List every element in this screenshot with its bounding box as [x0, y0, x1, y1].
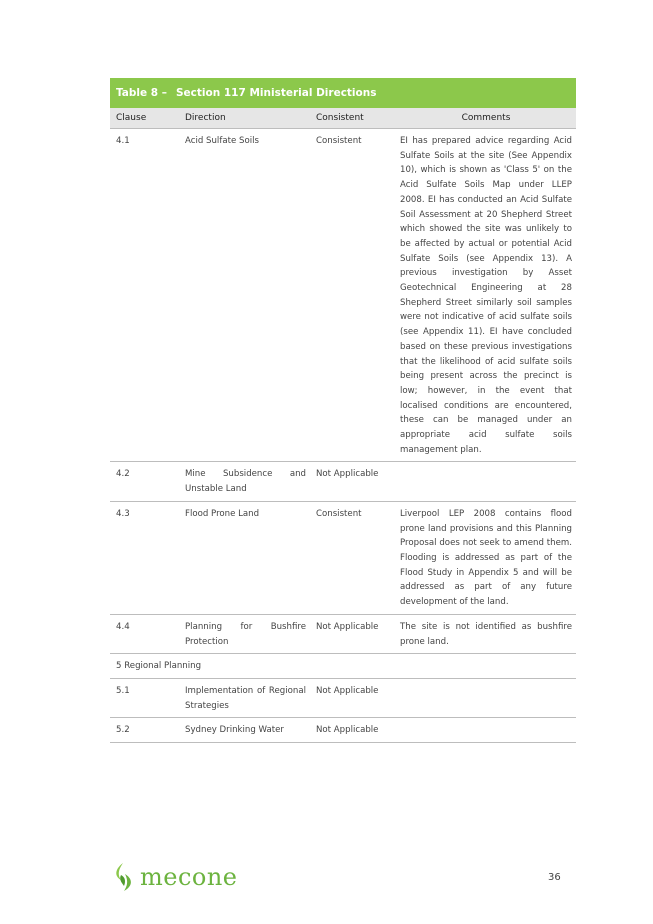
- consistent-cell: Not Applicable: [316, 725, 379, 736]
- table-row: [110, 502, 576, 615]
- comments-cell: [394, 467, 576, 496]
- table-row: [110, 462, 576, 501]
- table-row: [110, 679, 576, 718]
- direction-cell: Sydney Drinking Water: [185, 725, 284, 736]
- clause-cell: 4.1: [116, 136, 130, 146]
- consistent-cell: Not Applicable: [316, 469, 379, 480]
- comments-cell: [394, 723, 576, 738]
- table-row: [110, 129, 576, 462]
- table-header-row: [110, 108, 576, 129]
- consistent-cell: Consistent: [316, 508, 362, 519]
- mecone-logo: [112, 862, 238, 892]
- column-header-direction: Direction: [185, 113, 226, 123]
- clause-cell: 5.1: [116, 685, 130, 696]
- comments-cell: EI has prepared advice regarding Acid Sulfate Soils at the site (See Appendix 10), which is shown as 'Class 5' on the Acid Sulfate Soils Map under LLEP 2008. EI has conducted an Acid Sulfate Soil Assessment at 20 Shepherd Street which showed the site was unlikely to be affected by actual or potential Acid Sulfate Soils (see Appendix 13). A previous investigation by Asset Geotechnical Engineering at 28 Shepherd Street similarly soil samples were not indicative of acid sulfate soils (see Appendix 11). EI have concluded based on these previous investigations that the likelihood of acid sulfate soils being present across the precinct is low; however, in the event that localised conditions are encountered, these can be managed under an appropriate acid sulfate soils management plan.: [400, 136, 572, 455]
- table-number: Table 8 –: [116, 87, 167, 99]
- column-header-comments: Comments: [461, 113, 511, 123]
- table-title-bar: [110, 78, 576, 108]
- clause-cell: 4.3: [116, 508, 130, 519]
- section-heading-row: 5 Regional Planning: [110, 654, 576, 679]
- comments-cell: [394, 684, 576, 713]
- column-header-consistent: Consistent: [316, 113, 364, 123]
- ministerial-directions-table: [110, 78, 576, 743]
- column-header-clause: Clause: [116, 113, 147, 123]
- comments-cell: Liverpool LEP 2008 contains flood prone land provisions and this Planning Proposal does not seek to amend them. Flooding is addressed as part of the Flood Study in Appendix 5 and will be addressed as part of any future development of the land.: [400, 508, 572, 608]
- clause-cell: 4.2: [116, 469, 130, 480]
- table-row: [110, 718, 576, 743]
- consistent-cell: Consistent: [316, 136, 362, 146]
- page-number: 36: [548, 872, 561, 883]
- direction-cell: Mine Subsidence and Unstable Land: [185, 469, 306, 495]
- direction-cell: Flood Prone Land: [185, 508, 260, 519]
- table-title: Section 117 Ministerial Directions: [176, 87, 377, 99]
- direction-cell: Implementation of Regional Strategies: [185, 685, 306, 711]
- comments-cell: The site is not identified as bushfire prone land.: [400, 621, 572, 647]
- logo-text: mecone: [140, 863, 238, 891]
- direction-cell: Planning for Bushfire Protection: [185, 621, 306, 647]
- clause-cell: 5.2: [116, 725, 130, 736]
- direction-cell: Acid Sulfate Soils: [185, 136, 259, 146]
- leaf-icon: [112, 862, 136, 892]
- clause-cell: 4.4: [116, 621, 130, 632]
- table-row: [110, 615, 576, 654]
- consistent-cell: Not Applicable: [316, 685, 379, 696]
- consistent-cell: Not Applicable: [316, 621, 379, 632]
